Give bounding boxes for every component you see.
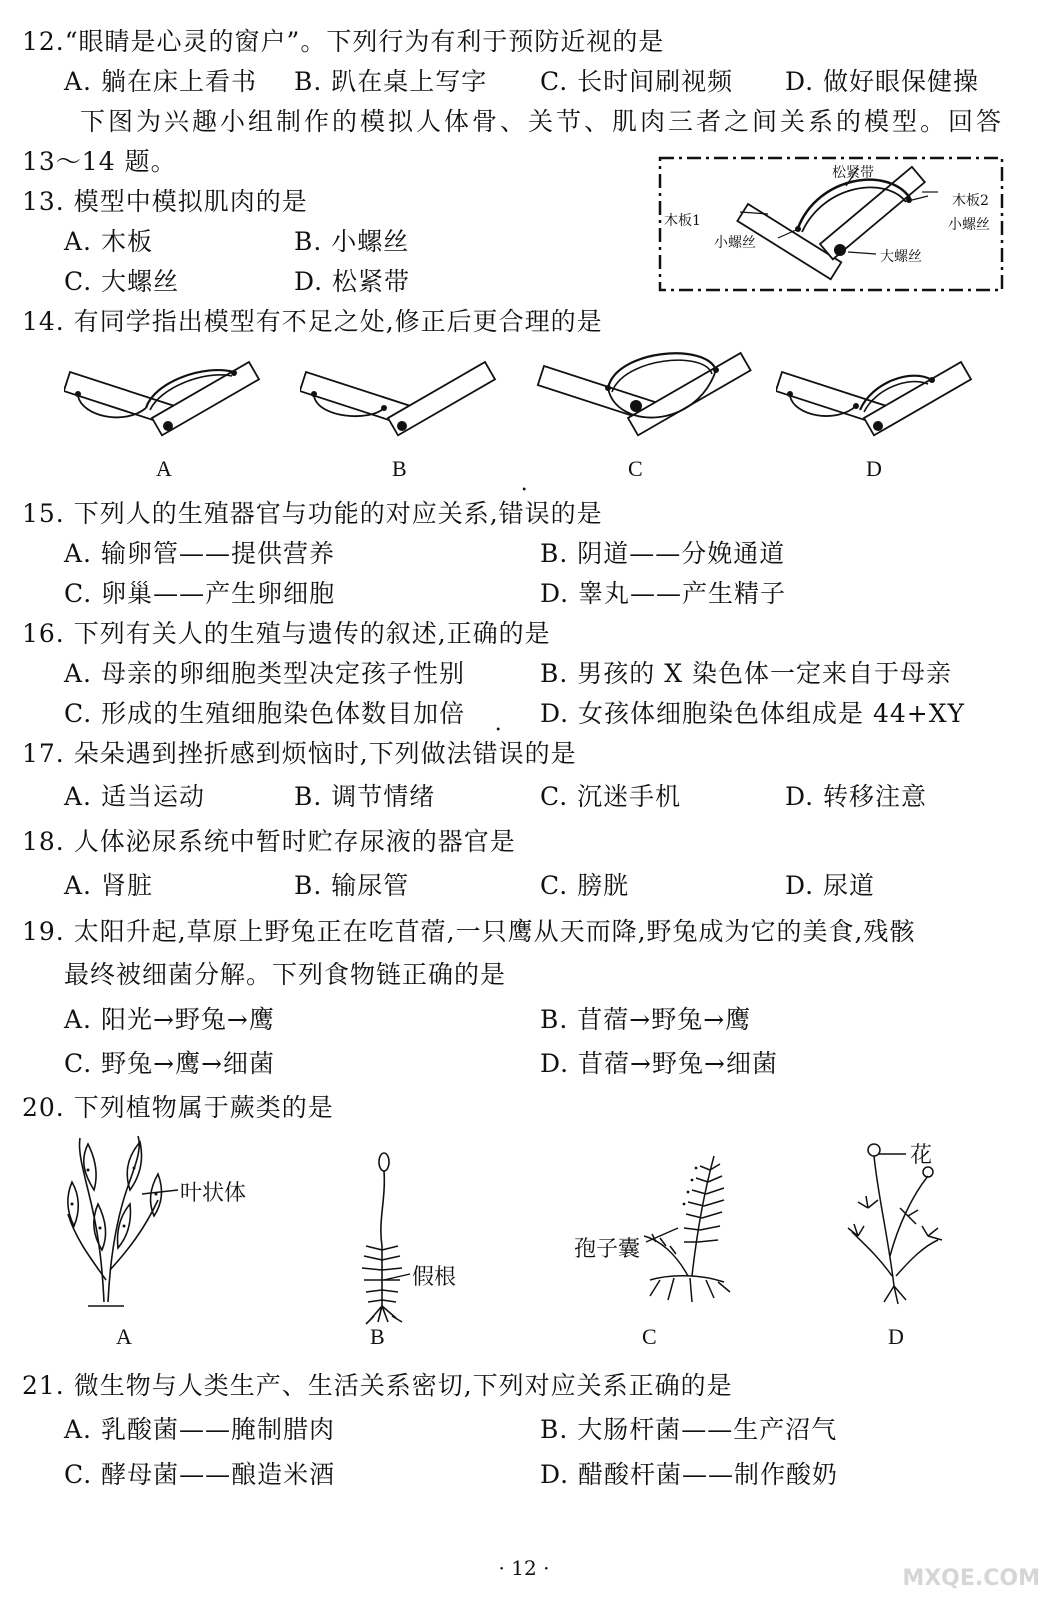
- watermark: MXQE.COM: [902, 1566, 1040, 1591]
- q12-option-d: D. 做好眼保健操: [785, 67, 980, 96]
- q16-stem: 16. 下列有关人的生殖与遗传的叙述,正确的是: [22, 619, 551, 648]
- q14-caption-b: B: [392, 456, 407, 481]
- q17-stem-before: 17. 朵朵遇到挫折感到烦恼时,下列做法: [22, 739, 473, 768]
- q20-label-b: 假根: [412, 1265, 457, 1290]
- q18-option-b: B. 输尿管: [294, 871, 410, 900]
- q14-caption-a: A: [156, 456, 172, 481]
- q16-option-a: A. 母亲的卵细胞类型决定孩子性别: [64, 659, 465, 688]
- q18-option-d: D. 尿道: [785, 871, 876, 900]
- q19-stem-line-1: 19. 太阳升起,草原上野兔正在吃苜蓿,一只鹰从天而降,野兔成为它的美食,残骸: [22, 917, 916, 946]
- q13-option-b: B. 小螺丝: [294, 227, 410, 256]
- model-label-small-screw-right: 小螺丝: [948, 217, 990, 233]
- q12-stem: 12.“眼睛是心灵的窗户”。下列行为有利于预防近视的是: [22, 27, 665, 56]
- model-figure: [658, 156, 1004, 292]
- q19-option-c: C. 野兔→鹰→细菌: [64, 1049, 276, 1078]
- q20-plant-a-image: [58, 1130, 168, 1310]
- q12-option-b: B. 趴在桌上写字: [294, 67, 488, 96]
- model-label-board2: 木板2: [952, 193, 989, 209]
- q21-option-c: C. 酵母菌——酿造米酒: [64, 1460, 336, 1489]
- q14-caption-d: D: [866, 456, 882, 481]
- q14-figure-d: [776, 346, 976, 446]
- q20-stem: 20. 下列植物属于蕨类的是: [22, 1093, 334, 1122]
- q20-plant-b-pointer: [384, 1266, 414, 1286]
- intro-line-1: 下图为兴趣小组制作的模拟人体骨、关节、肌肉三者之间关系的模型。回答: [80, 107, 1005, 136]
- q18-option-a: A. 肾脏: [64, 871, 153, 900]
- q17-stem: [22, 734, 577, 770]
- model-label-band: 松紧带: [832, 165, 874, 181]
- q14-caption-c: C: [628, 456, 643, 481]
- page-number: · 12 ·: [498, 1556, 550, 1580]
- q21-option-a: A. 乳酸菌——腌制腊肉: [64, 1415, 335, 1444]
- q16-option-b: B. 男孩的 X 染色体一定来自于母亲: [540, 659, 952, 688]
- q13-option-c: C. 大螺丝: [64, 267, 180, 296]
- q16-option-c: C. 形成的生殖细胞染色体数目加倍: [64, 699, 466, 728]
- q20-label-c: 孢子囊: [574, 1237, 641, 1262]
- q15-stem-before: 15. 下列人的生殖器官与功能的对应关系,: [22, 499, 499, 528]
- q13-option-d: D. 松紧带: [294, 267, 411, 296]
- model-label-big-screw: 大螺丝: [880, 249, 922, 265]
- q15-stem-emphasis: 错误: [498, 499, 551, 528]
- q13-stem: 13. 模型中模拟肌肉的是: [22, 187, 308, 216]
- q17-stem-after: 的是: [524, 739, 577, 768]
- q17-option-c: C. 沉迷手机: [540, 782, 682, 811]
- q15-option-c: C. 卵巢——产生卵细胞: [64, 579, 336, 608]
- q19-stem-line-2: 最终被细菌分解。下列食物链正确的是: [64, 960, 507, 989]
- q14-figure-a: [64, 346, 264, 446]
- q17-option-a: A. 适当运动: [64, 782, 205, 811]
- model-label-small-screw-left: 小螺丝: [714, 235, 756, 251]
- model-label-board1: 木板1: [664, 213, 701, 229]
- q20-caption-c: C: [642, 1324, 657, 1349]
- q17-stem-emphasis: 错误: [472, 739, 525, 768]
- q20-plant-c-pointer: [642, 1226, 682, 1246]
- q18-option-c: C. 膀胱: [540, 871, 630, 900]
- q12-option-c: C. 长时间刷视频: [540, 67, 734, 96]
- q20-caption-b: B: [370, 1324, 385, 1349]
- q15-option-a: A. 输卵管——提供营养: [64, 539, 335, 568]
- q14-figure-c: [536, 340, 776, 450]
- q19-option-d: D. 苜蓿→野兔→细菌: [540, 1049, 778, 1078]
- q14-figure-b: [300, 346, 500, 446]
- q19-option-a: A. 阳光→野兔→鹰: [64, 1005, 275, 1034]
- q15-option-d: D. 睾丸——产生精子: [540, 579, 787, 608]
- q21-option-b: B. 大肠杆菌——生产沼气: [540, 1415, 838, 1444]
- q20-plant-b-image: [348, 1150, 418, 1330]
- q15-option-b: B. 阴道——分娩通道: [540, 539, 786, 568]
- q20-plant-d-pointer: [878, 1144, 908, 1164]
- q20-plant-a-pointer: [142, 1184, 182, 1204]
- q18-stem: 18. 人体泌尿系统中暂时贮存尿液的器官是: [22, 827, 516, 856]
- intro-line-2: 13～14 题。: [22, 147, 177, 176]
- q20-label-a: 叶状体: [180, 1181, 247, 1206]
- q14-stem: 14. 有同学指出模型有不足之处,修正后更合理的是: [22, 307, 603, 336]
- q13-option-a: A. 木板: [64, 227, 153, 256]
- q21-option-d: D. 醋酸杆菌——制作酸奶: [540, 1460, 839, 1489]
- q17-option-b: B. 调节情绪: [294, 782, 436, 811]
- q20-label-d: 花: [910, 1143, 933, 1168]
- q20-caption-d: D: [888, 1324, 904, 1349]
- q15-stem: [22, 494, 603, 530]
- q12-option-a: A. 躺在床上看书: [64, 67, 257, 96]
- q19-option-b: B. 苜蓿→野兔→鹰: [540, 1005, 752, 1034]
- q15-stem-after: 的是: [550, 499, 603, 528]
- q21-stem: 21. 微生物与人类生产、生活关系密切,下列对应关系正确的是: [22, 1371, 733, 1400]
- q17-option-d: D. 转移注意: [785, 782, 928, 811]
- q20-caption-a: A: [116, 1324, 132, 1349]
- q16-option-d: D. 女孩体细胞染色体组成是 44+XY: [540, 699, 966, 728]
